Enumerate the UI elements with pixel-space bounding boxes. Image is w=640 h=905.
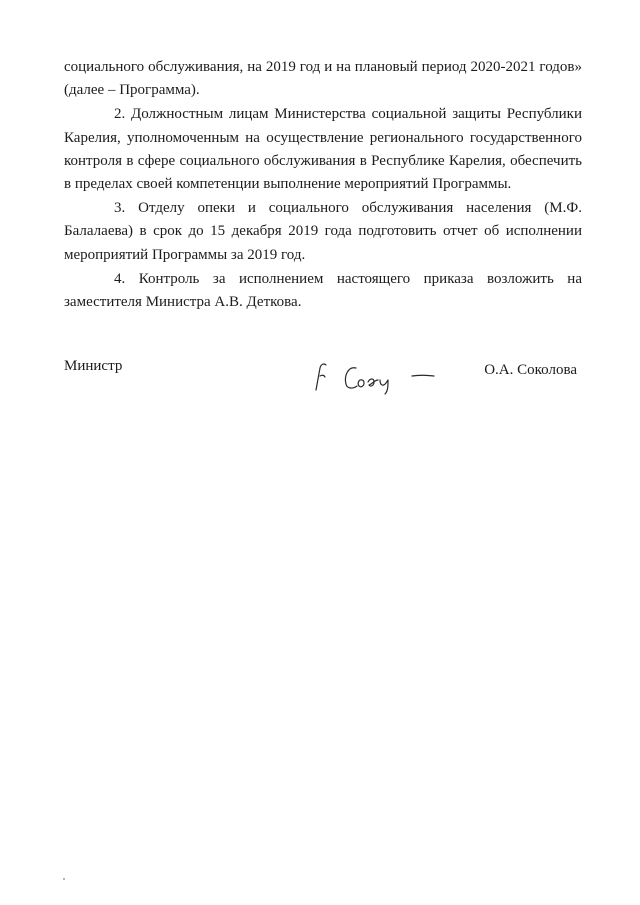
paragraph-item-4: 4. Контроль за исполнением настоящего приказа возложить на заместителя Министра А.В. Деткова. xyxy=(64,270,582,311)
handwritten-signature xyxy=(304,356,444,396)
scan-artifact xyxy=(63,878,65,880)
signatory-name: О.А. Соколова xyxy=(484,362,577,378)
signature-block xyxy=(64,356,584,400)
paragraph-item-3: 3. Отделу опеки и социального обслуживания населения (М.Ф. Балалаева) в срок до 15 декабря 2019 года подготовить отчет об исполнении мероприятий Программы за 2019 год. xyxy=(64,200,582,263)
document-body xyxy=(64,56,582,315)
signatory-title: Министр xyxy=(64,358,123,374)
paragraph-item-2: 2. Должностным лицам Министерства социальной защиты Республики Карелия, уполномоченным на осуществление регионального государственного контроля в сфере социального обслуживания в Республике Карелия, обеспечить в пределах своей компетенции выполнение мероприятий Программы. xyxy=(64,106,582,193)
paragraph-continuation: социального обслуживания, на 2019 год и на плановый период 2020-2021 годов» (далее – Программа). xyxy=(64,59,582,99)
